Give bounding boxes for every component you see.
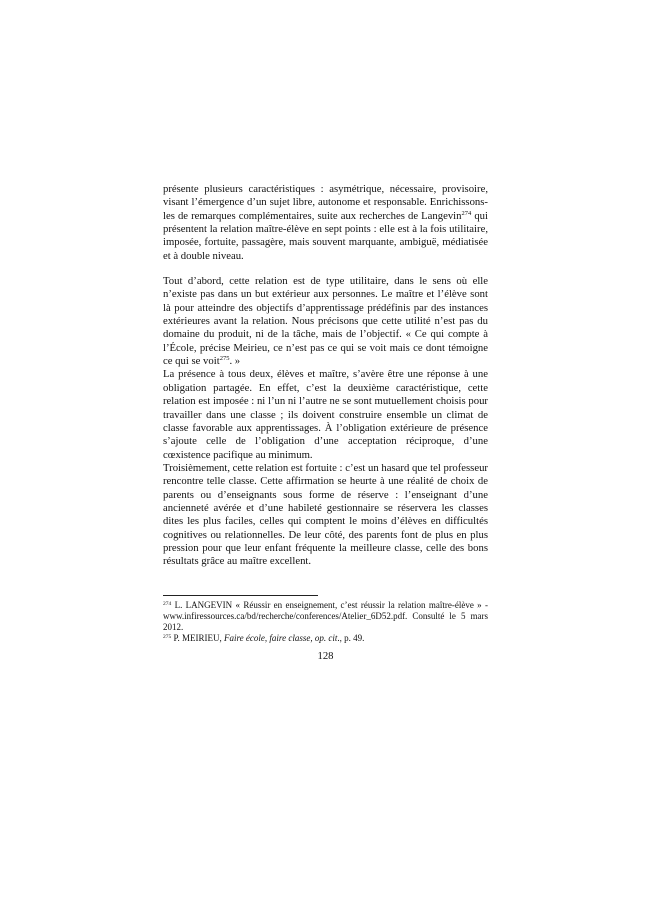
paragraph-utilitaire: Tout d’abord, cette relation est de type utilitaire, dans le sens où elle n’existe pas dans un but extérieur aux personnes. Le maître et l’élève sont là pour atteindre des objectifs d’apprentissage prédéfinis par des instances extérieures avant la relation. Nous précisons que cette utilité n’est pas du domaine du produit, ni de la tâche, mais de l’objectif. « Ce qui compte à l’École, précise Meirieu, ce n’est pas ce qui se voit mais ce dont témoigne ce qui se voit$^{275}$. » <box>163 275 488 368</box>
footnote-275: $^{275}$ P. MEIRIEU, Faire école, faire classe, op. cit., p. 49. <box>163 633 365 644</box>
paragraph-intro: présente plusieurs caractéristiques : asymétrique, nécessaire, provisoire, visant l’émergence d’un sujet libre, autonome et responsable. Enrichissons-les de remarques complémentaires, suite aux recherches de Langevin$^{274}$ qui présentent la relation maître-élève en sept points : elle est à la fois utilitaire, imposée, fortuite, passagère, mais souvent marquante, ambiguë, médiatisée et à double niveau. <box>163 183 488 262</box>
footnote-ref-275[interactable]: 275 <box>219 355 230 363</box>
footnote-separator <box>163 595 318 596</box>
paragraph-fortuite: Troisièmement, cette relation est fortuite : c’est un hasard que tel professeur rencontre telle classe. Cette affirmation se heurte à une réalité de choix de parents ou d’enseignants sous forme de réserve : l’enseignant d’une ancienneté avérée et d’une habileté gestionnaire se réservera les classes dites les plus faciles, celles qui comptent le moins d’élèves en difficultés cognitives ou relationnelles. De leur côté, des parents font de plus en plus pression pour que leur enfant fréquente la meilleure classe, celle des bons résultats grâce au maître excellent. <box>163 461 488 568</box>
page-body <box>163 183 488 662</box>
footnote-274: $^{274}$ L. LANGEVIN « Réussir en enseignement, c’est réussir la relation maître-élève » - www.infiressources.ca/bd/recherche/conferences/Atelier_6D52.pdf. Consulté le 5 mars 2012. <box>163 599 488 633</box>
page-number: 128 <box>317 650 334 663</box>
paragraph-imposee: La présence à tous deux, élèves et maître, s’avère être une réponse à une obligation partagée. En effet, c’est la deuxième caractéristique, cette relation est imposée : ni l’un ni l’autre ne se sont mutuellement choisis pour travailler dans une classe ; ils doivent construire ensemble un climat de classe favorable aux apprentissages. À l’obligation extérieure de présence s’ajoute celle de l’obligation d’une acceptation réciproque, d’une cœxistence pacifique au minimum. <box>163 368 488 461</box>
footnote-ref-274[interactable]: 274 <box>461 209 472 217</box>
